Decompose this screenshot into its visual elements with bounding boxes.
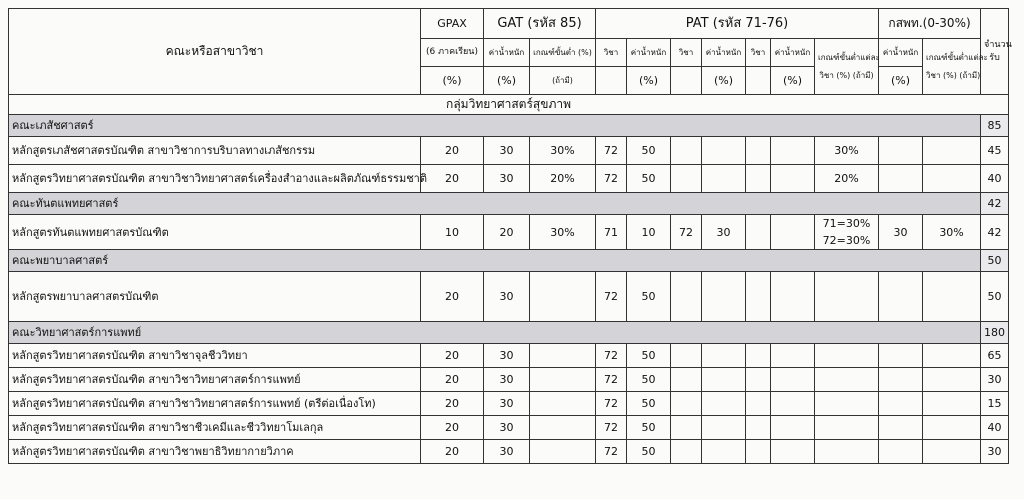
pat3-weight-cell xyxy=(771,215,815,250)
pat-min-cell xyxy=(815,416,879,440)
pat1-weight-cell: 50 xyxy=(627,165,671,193)
gpax-cell: 20 xyxy=(421,392,484,416)
pat3-subject-cell xyxy=(746,392,771,416)
onet-weight-cell xyxy=(879,392,923,416)
onet-weight-cell xyxy=(879,368,923,392)
gat-min-cell: 30% xyxy=(530,137,596,165)
onet-min-cell xyxy=(923,137,981,165)
pat2-weight-cell: 30 xyxy=(702,215,746,250)
faculty-name: คณะทันตแพทยศาสตร์ xyxy=(9,193,981,215)
gpax-cell: 20 xyxy=(421,368,484,392)
pat2-weight-cell xyxy=(702,392,746,416)
gat-min-cell xyxy=(530,440,596,464)
pat-min-cell: 30% xyxy=(815,137,879,165)
faculty-column-header: คณะหรือสาขาวิชา xyxy=(9,9,421,95)
pat3-subject-cell xyxy=(746,272,771,322)
onet-min-cell xyxy=(923,272,981,322)
seats-header xyxy=(981,9,1012,95)
pat-subject3-header: วิชา xyxy=(746,39,771,67)
gpax-header: GPAX xyxy=(421,9,484,39)
pat3-subject-cell xyxy=(746,416,771,440)
faculty-row xyxy=(9,115,1009,137)
onet-min-cell xyxy=(923,440,981,464)
faculty-row xyxy=(9,322,1009,344)
pat-weight3-header: ค่าน้ำหนัก xyxy=(771,39,815,67)
gat-weight-cell: 30 xyxy=(484,137,530,165)
pat-blank-2 xyxy=(671,67,702,95)
seats-cell: 40 xyxy=(981,165,1009,193)
seats-cell: 65 xyxy=(981,344,1009,368)
pat1-weight-cell: 50 xyxy=(627,368,671,392)
onet-weight-cell xyxy=(879,165,923,193)
pat-weight1-header: ค่าน้ำหนัก xyxy=(627,39,671,67)
program-name: หลักสูตรเภสัชศาสตรบัณฑิต สาขาวิชาการบริบาลทางเภสัชกรรม xyxy=(9,137,421,165)
pat2-subject-cell xyxy=(671,137,702,165)
onet-min-cell xyxy=(923,368,981,392)
pat-min-cell xyxy=(815,215,879,250)
gat-min-cell: 30% xyxy=(530,215,596,250)
gpax-cell: 20 xyxy=(421,165,484,193)
program-row xyxy=(9,165,1009,193)
pat-min-value-1: 71=30% xyxy=(822,217,871,230)
gpax-percent: (%) xyxy=(421,67,484,95)
pat1-weight-cell: 50 xyxy=(627,440,671,464)
pat2-subject-cell xyxy=(671,272,702,322)
pat1-subject-cell: 72 xyxy=(596,272,627,322)
gpax-cell: 20 xyxy=(421,344,484,368)
pat3-weight-cell xyxy=(771,344,815,368)
pat-weight2-header: ค่าน้ำหนัก xyxy=(702,39,746,67)
pat2-weight-cell xyxy=(702,272,746,322)
pat-min-value-2: 72=30% xyxy=(822,234,871,247)
gpax-cell: 10 xyxy=(421,215,484,250)
seats-cell: 30 xyxy=(981,368,1009,392)
pat-header: PAT (รหัส 71-76) xyxy=(596,9,879,39)
pat2-subject-cell xyxy=(671,392,702,416)
gat-min-cell xyxy=(530,392,596,416)
pat-min-cell xyxy=(815,392,879,416)
gat-weight-cell: 30 xyxy=(484,392,530,416)
pat2-weight-cell xyxy=(702,416,746,440)
pat1-subject-cell: 72 xyxy=(596,440,627,464)
pat1-subject-cell: 72 xyxy=(596,416,627,440)
pat-min-header xyxy=(815,39,879,95)
header-row-1 xyxy=(9,9,1009,39)
pat2-weight-cell xyxy=(702,137,746,165)
seats-cell: 30 xyxy=(981,440,1009,464)
pat1-weight-cell: 10 xyxy=(627,215,671,250)
pat2-weight-cell xyxy=(702,440,746,464)
program-name: หลักสูตรวิทยาศาสตรบัณฑิต สาขาวิชาชีวเคมีและชีววิทยาโมเลกุล xyxy=(9,416,421,440)
pat2-subject-cell xyxy=(671,368,702,392)
program-row xyxy=(9,344,1009,368)
onet-weight-cell xyxy=(879,272,923,322)
program-name: หลักสูตรทันตแพทยศาสตรบัณฑิต xyxy=(9,215,421,250)
seats-cell: 15 xyxy=(981,392,1009,416)
pat1-percent: (%) xyxy=(627,67,671,95)
pat3-weight-cell xyxy=(771,416,815,440)
pat-blank-1 xyxy=(596,67,627,95)
pat2-weight-cell xyxy=(702,165,746,193)
admission-criteria-table xyxy=(8,8,1012,464)
gpax-cell: 20 xyxy=(421,416,484,440)
onet-weight-cell: 30 xyxy=(879,215,923,250)
seats-header-line1: จำนวน xyxy=(984,39,1012,50)
onet-weight-header: ค่าน้ำหนัก xyxy=(879,39,923,67)
pat3-subject-cell xyxy=(746,440,771,464)
onet-weight-cell xyxy=(879,416,923,440)
pat3-weight-cell xyxy=(771,272,815,322)
pat3-weight-cell xyxy=(771,368,815,392)
pat3-subject-cell xyxy=(746,215,771,250)
program-name: หลักสูตรวิทยาศาสตรบัณฑิต สาขาวิชาพยาธิวิทยากายวิภาค xyxy=(9,440,421,464)
onet-weight-cell xyxy=(879,440,923,464)
program-row xyxy=(9,392,1009,416)
gat-weight-header: ค่าน้ำหนัก xyxy=(484,39,530,67)
onet-min-cell xyxy=(923,416,981,440)
pat2-subject-cell xyxy=(671,416,702,440)
faculty-name: คณะเภสัชศาสตร์ xyxy=(9,115,981,137)
faculty-total: 50 xyxy=(981,250,1009,272)
onet-min-cell xyxy=(923,165,981,193)
program-row xyxy=(9,272,1009,322)
pat-subject2-header: วิชา xyxy=(671,39,702,67)
program-name: หลักสูตรวิทยาศาสตรบัณฑิต สาขาวิชาวิทยาศาสตร์การแพทย์ xyxy=(9,368,421,392)
pat3-subject-cell xyxy=(746,137,771,165)
gat-min-cell xyxy=(530,368,596,392)
pat-min-line2: วิชา (%) (ถ้ามี) xyxy=(819,70,874,80)
pat3-weight-cell xyxy=(771,440,815,464)
gat-percent: (%) xyxy=(484,67,530,95)
gat-weight-cell: 30 xyxy=(484,368,530,392)
program-name: หลักสูตรพยาบาลศาสตรบัณฑิต xyxy=(9,272,421,322)
pat-subject1-header: วิชา xyxy=(596,39,627,67)
pat-min-cell xyxy=(815,272,879,322)
gat-weight-cell: 30 xyxy=(484,416,530,440)
gat-weight-cell: 30 xyxy=(484,440,530,464)
seats-cell: 50 xyxy=(981,272,1009,322)
program-row xyxy=(9,368,1009,392)
pat2-weight-cell xyxy=(702,344,746,368)
faculty-total: 85 xyxy=(981,115,1009,137)
seats-cell: 42 xyxy=(981,215,1009,250)
gat-min-header: เกณฑ์ขั้นต่ำ (%) xyxy=(530,39,596,67)
seats-cell: 40 xyxy=(981,416,1009,440)
pat3-weight-cell xyxy=(771,137,815,165)
gat-min-cell xyxy=(530,416,596,440)
gat-min-cell xyxy=(530,272,596,322)
pat3-percent: (%) xyxy=(771,67,815,95)
pat-blank-3 xyxy=(746,67,771,95)
faculty-name: คณะพยาบาลศาสตร์ xyxy=(9,250,981,272)
gat-header: GAT (รหัส 85) xyxy=(484,9,596,39)
pat2-subject-cell xyxy=(671,165,702,193)
onet-percent: (%) xyxy=(879,67,923,95)
pat3-weight-cell xyxy=(771,392,815,416)
onet-min-cell xyxy=(923,392,981,416)
pat1-subject-cell: 72 xyxy=(596,137,627,165)
onet-min-cell: 30% xyxy=(923,215,981,250)
pat2-subject-cell: 72 xyxy=(671,215,702,250)
pat3-subject-cell xyxy=(746,368,771,392)
pat-min-cell xyxy=(815,440,879,464)
gat-weight-cell: 30 xyxy=(484,165,530,193)
onet-min-line1: เกณฑ์ขั้นต่ำแต่ละ xyxy=(926,52,988,62)
faculty-name: คณะวิทยาศาสตร์การแพทย์ xyxy=(9,322,981,344)
program-row xyxy=(9,440,1009,464)
pat2-weight-cell xyxy=(702,368,746,392)
pat1-subject-cell: 72 xyxy=(596,165,627,193)
seats-cell: 45 xyxy=(981,137,1009,165)
onet-weight-cell xyxy=(879,344,923,368)
group-row xyxy=(9,95,1009,115)
pat1-weight-cell: 50 xyxy=(627,137,671,165)
pat1-subject-cell: 71 xyxy=(596,215,627,250)
seats-header-line2: รับ xyxy=(989,52,1000,63)
faculty-row xyxy=(9,193,1009,215)
gat-weight-cell: 20 xyxy=(484,215,530,250)
pat-min-cell xyxy=(815,344,879,368)
onet-header: กสพท.(0-30%) xyxy=(879,9,981,39)
gpax-cell: 20 xyxy=(421,137,484,165)
faculty-total: 42 xyxy=(981,193,1009,215)
faculty-total: 180 xyxy=(981,322,1009,344)
pat1-weight-cell: 50 xyxy=(627,392,671,416)
gpax-cell: 20 xyxy=(421,440,484,464)
onet-weight-cell xyxy=(879,137,923,165)
pat3-subject-cell xyxy=(746,344,771,368)
gpax-cell: 20 xyxy=(421,272,484,322)
program-name: หลักสูตรวิทยาศาสตรบัณฑิต สาขาวิชาวิทยาศาสตร์การแพทย์ (ตรีต่อเนื่องโท) xyxy=(9,392,421,416)
pat-min-line1: เกณฑ์ขั้นต่ำแต่ละ xyxy=(818,52,880,62)
program-row xyxy=(9,137,1009,165)
group-title: กลุ่มวิทยาศาสตร์สุขภาพ xyxy=(9,95,1009,115)
pat2-percent: (%) xyxy=(702,67,746,95)
program-row xyxy=(9,215,1009,250)
pat1-subject-cell: 72 xyxy=(596,368,627,392)
pat1-weight-cell: 50 xyxy=(627,416,671,440)
pat3-subject-cell xyxy=(746,165,771,193)
pat2-subject-cell xyxy=(671,440,702,464)
pat3-weight-cell xyxy=(771,165,815,193)
program-row xyxy=(9,416,1009,440)
gat-min-cell: 20% xyxy=(530,165,596,193)
program-name: หลักสูตรวิทยาศาสตรบัณฑิต สาขาวิชาวิทยาศาสตร์เครื่องสำอางและผลิตภัณฑ์ธรรมชาติ xyxy=(9,165,421,193)
gat-min-note: (ถ้ามี) xyxy=(530,67,596,95)
pat1-weight-cell: 50 xyxy=(627,272,671,322)
pat2-subject-cell xyxy=(671,344,702,368)
pat1-subject-cell: 72 xyxy=(596,344,627,368)
gat-min-cell xyxy=(530,344,596,368)
gpax-sub-header: (6 ภาคเรียน) xyxy=(421,39,484,67)
faculty-row xyxy=(9,250,1009,272)
program-name: หลักสูตรวิทยาศาสตรบัณฑิต สาขาวิชาจุลชีววิทยา xyxy=(9,344,421,368)
pat-min-cell xyxy=(815,368,879,392)
gat-weight-cell: 30 xyxy=(484,344,530,368)
onet-min-cell xyxy=(923,344,981,368)
pat1-subject-cell: 72 xyxy=(596,392,627,416)
gat-weight-cell: 30 xyxy=(484,272,530,322)
pat-min-cell: 20% xyxy=(815,165,879,193)
onet-min-header xyxy=(923,39,988,95)
onet-min-line2: วิชา (%) (ถ้ามี) xyxy=(926,70,981,80)
pat1-weight-cell: 50 xyxy=(627,344,671,368)
